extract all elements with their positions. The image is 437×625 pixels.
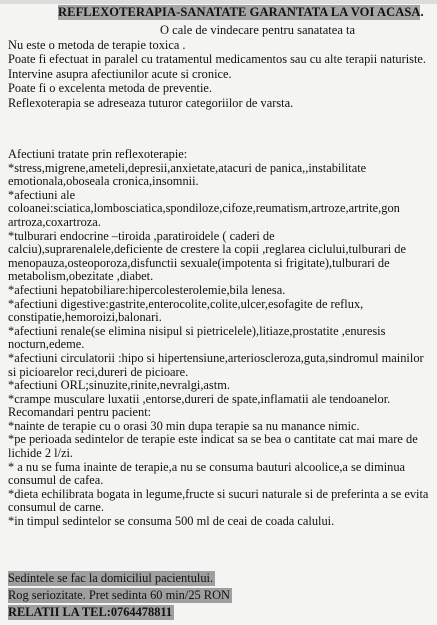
intro-line: Nu este o metoda de terapie toxica . bbox=[8, 38, 186, 52]
contact-footer bbox=[8, 571, 268, 622]
treatment-item: *afectiuni ORL;sinuzite,rinite,nevralgi,astm. bbox=[8, 378, 230, 393]
treatment-item: *crampe musculare luxatii ,entorse,dureri de spate,inflamatii ale tendoanelor. bbox=[8, 391, 391, 406]
treatment-item: *afectiuni hepatobiliare:hipercolesterolemie,bila lenesa. bbox=[8, 282, 286, 297]
flyer-title: REFLEXOTERAPIA-SANATATE GARANTATA LA VOI ACASA. bbox=[58, 5, 424, 19]
intro-line: Poate fi o excelenta metoda de preventie. bbox=[8, 81, 213, 96]
treatments-heading: Afectiuni tratate prin reflexoterapie: bbox=[8, 147, 188, 161]
intro-line: Poate fi efectuat in paralel cu tratamentul medicamentos sau cu alte terapii naturiste. bbox=[8, 52, 427, 67]
recommendation-item: *in timpul sedintelor se consuma 500 ml de ceai de coada calului. bbox=[8, 514, 335, 529]
treatment-item: *afectiuni renale(se elimina nisipul si pietricelele),litiaze,prostatite ,enuresis nocturn,edeme. bbox=[8, 323, 386, 352]
home-visit-note: Sedintele se fac la domiciliul pacientului. bbox=[8, 571, 214, 585]
flyer-subtitle: O cale de vindecare pentru sanatatea ta bbox=[160, 23, 356, 37]
contact-phone: RELATII LA TEL:0764478811 bbox=[8, 605, 173, 619]
intro-line: Reflexoterapia se adreseaza tuturor categoriilor de varsta. bbox=[8, 95, 294, 110]
scan-edge bbox=[0, 0, 437, 4]
intro-line: Intervine asupra afectiunilor acute si cronice. bbox=[8, 66, 232, 81]
treatments-section bbox=[8, 148, 432, 529]
treatment-item: *afectiuni circulatorii :hipo si hipertensiune,arterioscleroza,guta,sindromul mainilor si picioarelor reci,dureri de picioare. bbox=[8, 350, 424, 379]
recommendation-item: *nainte de terapie cu o orasi 30 min dupa terapie sa nu manance nimic. bbox=[8, 418, 360, 433]
treatment-item: *afectiuni digestive:gastrite,enterocolite,colite,ulcer,esofagite de reflux, constipatie,hemoroizi,balonari. bbox=[8, 296, 364, 325]
recommendations-heading: Recomandari pentru pacient: bbox=[8, 405, 152, 420]
treatment-item: *stress,migrene,ameteli,depresii,anxietate,atacuri de panica,,instabilitate emotionala,oboseala cronica,insomnii. bbox=[8, 160, 367, 189]
intro-section bbox=[8, 38, 432, 110]
recommendation-item: * a nu se fuma inainte de terapie,a nu se consuma bauturi alcoolice,a se diminua consumul de cafea. bbox=[8, 459, 406, 488]
recommendation-item: *pe perioada sedintelor de terapie este indicat sa se bea o cantitate cat mai mare de lichide 2 l/zi. bbox=[8, 432, 418, 461]
price-note: Rog seriozitate. Pret sedinta 60 min/25 RON bbox=[8, 588, 230, 602]
recommendation-item: *dieta echilibrata bogata in legume,fructe si sucuri naturale si de preferinta a se evita consumul de carne. bbox=[8, 486, 429, 515]
treatment-item: *afectiuni ale coloanei:sciatica,lombosciatica,spondiloze,cifoze,reumatism,artroze,artrite,gon artroza,coxartroza. bbox=[8, 187, 400, 229]
treatment-item: *tulburari endocrine –tiroida ,paratiroidele ( caderi de calciu),suprarenalele,deficiente de crestere la copii ,reglarea ciclului,tulburari de menopauza,osteoporoza,disfunctii sexuale(impotenta si frigitate),tulburari de metabolism,obezitate ,diabet. bbox=[8, 228, 407, 284]
